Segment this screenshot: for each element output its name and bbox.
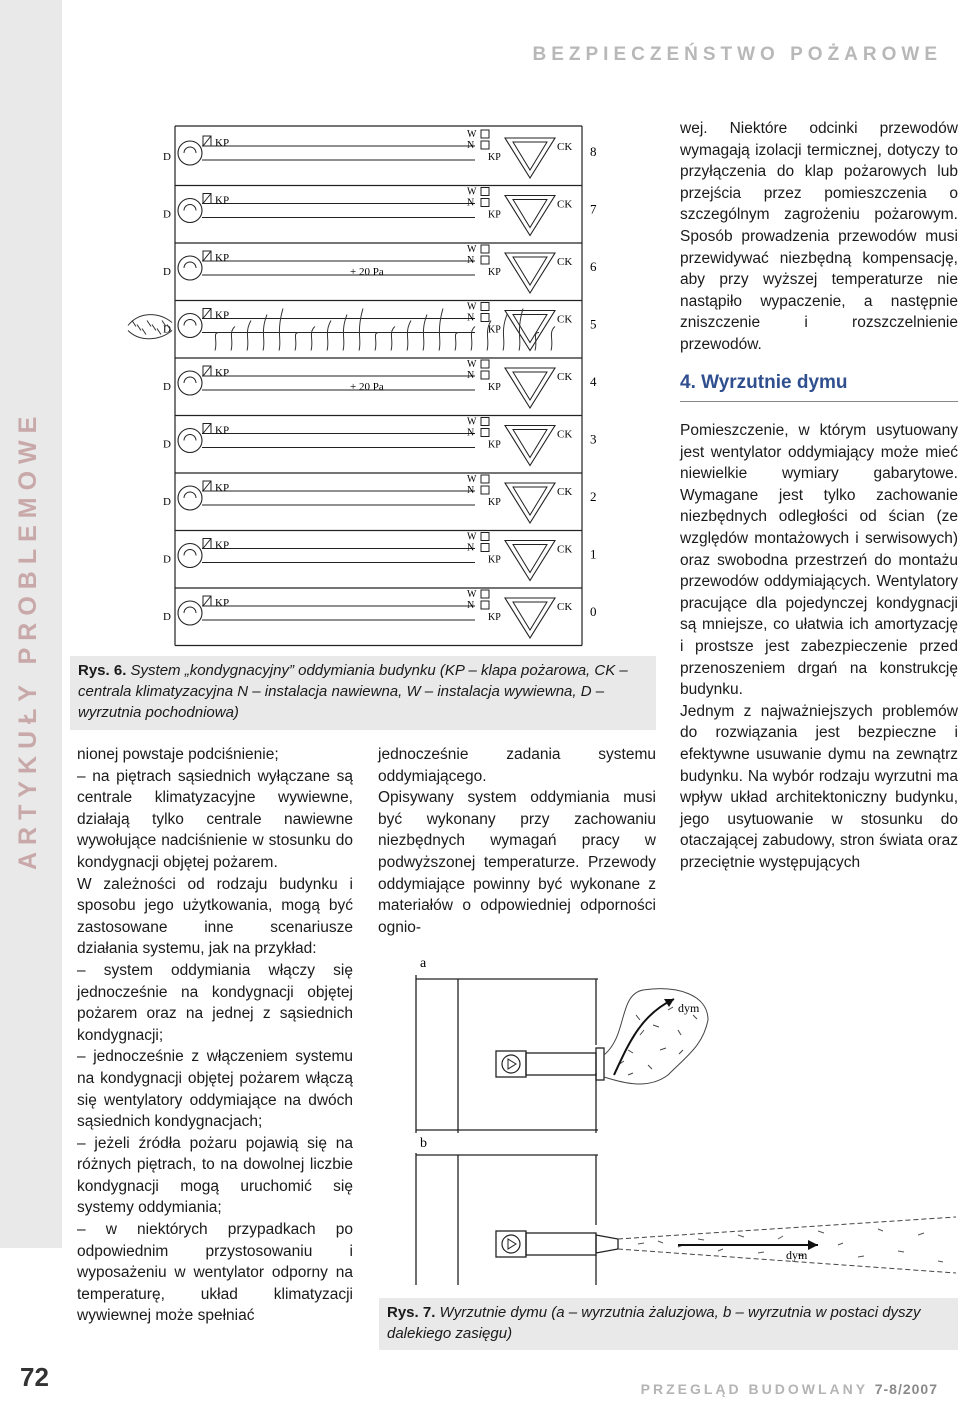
smoke-fan-icon: [178, 601, 202, 625]
fire-damper-icon: [481, 418, 489, 426]
fan-blade: [184, 550, 196, 556]
figure-6-caption: [70, 656, 656, 730]
footer: [641, 1381, 938, 1397]
label-W: W: [467, 359, 477, 370]
fire-damper-icon: [481, 256, 489, 264]
fan-blade: [184, 607, 196, 613]
label-KP: KP: [488, 209, 501, 221]
floor-number: 4: [590, 374, 597, 389]
smoke-fan-icon: [178, 199, 202, 223]
label-KP: KP: [488, 382, 501, 393]
label-KP: KP: [215, 597, 230, 609]
label-N: N: [467, 312, 475, 324]
floor-number: 0: [590, 604, 597, 619]
fire-damper-icon: [481, 486, 489, 494]
label-N: N: [467, 197, 475, 209]
smoke-hatch: [147, 321, 151, 327]
figure-7-caption-lead: Rys. 7.: [387, 1304, 436, 1321]
air-handling-unit-icon: [505, 541, 555, 581]
fire-damper-icon: [481, 429, 489, 437]
floor-number: 5: [590, 316, 597, 332]
air-handling-unit-icon: [505, 311, 555, 351]
damper-blade: [203, 309, 211, 319]
smoke-hatch: [152, 325, 156, 331]
label-KP: KP: [488, 554, 501, 566]
label-W: W: [467, 589, 477, 600]
smoke-fan-icon: [178, 256, 202, 280]
label-CK: CK: [557, 141, 573, 153]
label-D: D: [163, 381, 171, 393]
text-column-1: [77, 744, 353, 1327]
smoke-fan-icon: [178, 141, 202, 165]
label-N: N: [467, 427, 475, 439]
label-D: D: [163, 496, 171, 508]
page-number: 72: [20, 1362, 49, 1392]
flame-stroke: [311, 327, 315, 351]
fire-damper-icon: [481, 533, 489, 541]
label-KP: KP: [488, 439, 501, 451]
label-CK: CK: [557, 486, 573, 498]
label-D: D: [163, 611, 171, 623]
label-CK: CK: [557, 313, 573, 326]
figure-7-caption: [379, 1298, 958, 1350]
label-W: W: [467, 186, 477, 198]
nozzle-icon: [596, 1235, 618, 1253]
label-KP: KP: [215, 424, 230, 437]
label-N: N: [467, 485, 475, 496]
fire-damper-icon: [481, 360, 489, 368]
label-N: N: [467, 255, 475, 266]
paragraph: – w niektórych przypadkach po odpowiednim przystosowaniu i wyposażeniu w wentylator odporny na temperaturę, układ klimatyzacji wywiewnej może spełniać: [77, 1221, 353, 1325]
damper-blade: [203, 539, 211, 549]
paragraph: jednocześnie zadania systemu oddymiającego.: [378, 746, 656, 785]
label-W: W: [467, 244, 477, 255]
label-W: W: [467, 416, 477, 428]
text-column-3: [680, 118, 958, 356]
label-W: W: [467, 474, 477, 485]
ahu-inner: [513, 257, 547, 285]
label-N: N: [467, 370, 475, 381]
damper-blade: [203, 481, 211, 491]
paragraph: wej. Niektóre odcinki przewodów wymagają izolacji termicznej, dotyczy to przyłączenia do klap pożarowych lub przejścia przez pomieszczenia o szczególnym zagrożeniu pożarowym. Sposób prowadzenia przewodów musi przewidywać niezbędną kompensację, aby przy wyższej temperaturze nie nastąpiło wypaczenie, a następnie zniszczenie i rozszczelnienie przewodów.: [680, 120, 958, 353]
damper-blade: [203, 251, 211, 261]
floor-number: 3: [590, 431, 597, 447]
fan-blade: [184, 147, 196, 153]
label-D: D: [163, 208, 171, 221]
flame-stroke: [375, 333, 379, 351]
figure-7-label-b: b: [420, 1136, 427, 1151]
label-N: N: [467, 140, 475, 151]
label-D: D: [163, 151, 171, 163]
pressure-label: + 20 Pa: [350, 381, 384, 393]
paragraph: – jednocześnie z włączeniem systemu na kondygnacji objętej pożarem włączą się wentylatory oddymiające na dwóch sąsiednich kondygnacjach;: [77, 1048, 353, 1131]
label-KP: KP: [215, 367, 230, 379]
floor-8: [163, 129, 597, 186]
flame-stroke: [215, 333, 219, 351]
floor-number: 7: [590, 201, 597, 217]
smoke-hatch: [142, 329, 146, 335]
damper-blade: [203, 424, 211, 434]
label-D: D: [163, 438, 171, 451]
flame-stroke: [231, 327, 235, 351]
smoke-label-b: dym: [786, 1248, 808, 1262]
smoke-fan-icon: [178, 371, 202, 395]
label-CK: CK: [557, 256, 573, 268]
flame-stroke: [503, 315, 507, 351]
flame-stroke: [535, 333, 539, 351]
label-KP: KP: [215, 309, 230, 322]
louvre-icon: [596, 1048, 604, 1080]
label-KP: KP: [215, 137, 230, 149]
paragraph: Jednym z najważniejszych problemów do rozwiązania jest bezpieczne i efektywne usuwanie dymu na zewnątrz budynku. Na wybór rodzaju wyrzutni ma wpływ układ architektoniczny budynku, jego usytuowanie w stosunku do otaczającej zabudowy, stron świata oraz przeciętnie występujących: [680, 702, 958, 871]
flame-stroke: [247, 321, 251, 351]
flame-stroke: [295, 333, 299, 351]
label-KP: KP: [215, 194, 230, 207]
label-KP: KP: [215, 539, 230, 552]
section-divider: [680, 401, 958, 402]
ahu-inner: [513, 372, 547, 400]
footer-publication: PRZEGLĄD BUDOWLANY: [640, 1381, 868, 1397]
label-KP: KP: [488, 497, 501, 508]
fire-damper-icon: [481, 590, 489, 598]
smoke-label-a: dym: [678, 1001, 700, 1015]
text-column-3-continued: [680, 420, 958, 873]
label-CK: CK: [557, 428, 573, 441]
label-CK: CK: [557, 601, 573, 613]
section-side-label: ARTYKUŁY PROBLEMOWE: [14, 409, 42, 870]
fire-damper-icon: [481, 188, 489, 196]
fire-damper-icon: [481, 141, 489, 149]
fan-blade: [184, 377, 196, 383]
flame-stroke: [551, 327, 555, 351]
fire-damper-icon: [481, 371, 489, 379]
flame-stroke: [439, 309, 443, 351]
floor-1: [163, 532, 597, 589]
figure-7-label-a: a: [420, 956, 427, 971]
fan-blade: [184, 492, 196, 498]
air-handling-unit-icon: [505, 598, 555, 638]
fan-blade: [184, 205, 196, 211]
floor-number: 1: [590, 546, 597, 562]
air-handling-unit-icon: [505, 253, 555, 293]
flame-stroke: [327, 321, 331, 351]
smoke-hatch: [137, 325, 141, 331]
air-handling-unit-icon: [505, 483, 555, 523]
paragraph: W zależności od rodzaju budynku i sposobu jego użytkowania, mogą być zastosowane inne scenariusze działania systemu, jak na przykład:: [77, 875, 353, 958]
paragraph: – system oddymiania włączy się jednocześnie na kondygnacji objętej pożarem oraz na jednej z sąsiednich kondygnacji;: [77, 961, 353, 1044]
smoke-fan-icon: [178, 429, 202, 453]
label-CK: CK: [557, 371, 573, 383]
smoke-fan-icon: [178, 486, 202, 510]
damper-blade: [203, 194, 211, 204]
fan-icon: [502, 1055, 520, 1073]
label-KP: KP: [488, 612, 501, 623]
label-W: W: [467, 129, 477, 140]
damper-blade: [203, 596, 211, 606]
ahu-inner: [513, 487, 547, 515]
figure-6-caption-text: System „kondygnacyjny” oddymiania budynku (KP – klapa pożarowa, CK – centrala klimatyzacyjna N – instalacja nawiewna, W – instalacja wywiewna, D – wyrzutnia pochodniowa): [78, 662, 628, 721]
floor-number: 8: [590, 144, 597, 159]
fire-damper-icon: [481, 303, 489, 311]
floor-number: 2: [590, 489, 597, 504]
flame-stroke: [471, 327, 475, 351]
ahu-inner: [513, 602, 547, 630]
damper-blade: [203, 136, 211, 146]
ahu-inner: [513, 315, 547, 343]
running-header: BEZPIECZEŃSTWO POŻAROWE: [532, 44, 942, 65]
fan-blade: [184, 435, 196, 441]
ahu-inner: [513, 545, 547, 573]
floor-3: [163, 417, 597, 474]
label-KP: KP: [488, 152, 501, 163]
label-D: D: [163, 553, 171, 566]
floor-0: [163, 589, 597, 646]
label-KP: KP: [488, 267, 501, 278]
smoke-fan-icon: [178, 544, 202, 568]
air-handling-unit-icon: [505, 426, 555, 466]
fire-damper-icon: [481, 475, 489, 483]
text-column-2: [378, 744, 656, 938]
fan-icon: [502, 1235, 520, 1253]
figure-7-diagram: [378, 955, 958, 1285]
smoke-hatch: [157, 329, 161, 335]
label-W: W: [467, 531, 477, 543]
air-handling-unit-icon: [505, 138, 555, 178]
air-handling-unit-icon: [505, 368, 555, 408]
smoke-hatch: [132, 321, 136, 327]
ahu-inner: [513, 142, 547, 170]
label-KP: KP: [488, 324, 501, 336]
paragraph: nionej powstaje podciśnienie;: [77, 746, 279, 763]
paragraph: Pomieszczenie, w którym usytuowany jest wentylator oddymiający może mieć niewielkie wymiary gabarytowe. Wymagane jest tylko zachowanie niezbędnych odległości od ścian (ze względów montażowych i serwisowych) oraz swobodna przestrzeń do montażu przewodów oddymiających. Wentylatory pracujące dla pojedynczej kondygnacji są mniejsze, co ułatwia ich amortyzację i prostsze jest zabezpieczenie przed przenoszeniem drgań na konstrukcję budynku.: [680, 422, 958, 699]
flame-stroke: [391, 327, 395, 351]
label-CK: CK: [557, 543, 573, 556]
flame-stroke: [407, 321, 411, 351]
floor-7: [163, 187, 597, 244]
floor-2: [163, 474, 597, 531]
flame-stroke: [455, 333, 459, 351]
label-W: W: [467, 301, 477, 313]
smoke-fan-icon: [178, 314, 202, 338]
section-heading: 4. Wyrzutnie dymu: [680, 372, 848, 393]
figure-6-caption-lead: Rys. 6.: [78, 662, 127, 679]
footer-issue: 7-8/2007: [874, 1381, 938, 1397]
floor-number: 6: [590, 259, 597, 274]
label-N: N: [467, 600, 475, 611]
fire-damper-icon: [481, 314, 489, 322]
fan-blade: [184, 320, 196, 326]
label-KP: KP: [215, 482, 230, 494]
pressure-label: + 20 Pa: [350, 266, 384, 278]
damper-blade: [203, 366, 211, 376]
floor-5: [163, 302, 597, 359]
label-D: D: [163, 323, 171, 336]
fire-damper-icon: [481, 199, 489, 207]
fire-damper-icon: [481, 245, 489, 253]
fire-damper-icon: [481, 544, 489, 552]
fire-damper-icon: [481, 130, 489, 138]
fan-blade: [184, 262, 196, 268]
fire-icon: [215, 309, 555, 351]
paragraph: – jeżeli źródła pożaru pojawią się na różnych piętrach, to na dowolnej liczbie kondygnacji mogą uruchomić się systemy oddymiania;: [77, 1134, 353, 1217]
label-N: N: [467, 542, 475, 554]
flame-stroke: [359, 309, 363, 351]
label-CK: CK: [557, 198, 573, 211]
air-handling-unit-icon: [505, 196, 555, 236]
ahu-inner: [513, 200, 547, 228]
label-KP: KP: [215, 252, 230, 264]
flame-stroke: [279, 309, 283, 351]
ahu-inner: [513, 430, 547, 458]
label-D: D: [163, 266, 171, 278]
figure-7-caption-text: Wyrzutnie dymu (a – wyrzutnia żaluzjowa, b – wyrzutnia w postaci dyszy dalekiego zasięgu): [387, 1304, 921, 1342]
figure-6-floors: [128, 126, 597, 646]
fire-damper-icon: [481, 601, 489, 609]
paragraph: – na piętrach sąsiednich wyłączane są centrale klimatyzacyjne wywiewne, działają tylko centrale nawiewne wywołujące nadciśnienie w stosunku do kondygnacji objętej pożarem.: [77, 767, 353, 871]
paragraph: Opisywany system oddymiania musi być wykonany przy zachowaniu niezbędnych wymagań pracy w podwyższonej temperaturze. Przewody oddymiające powinny być wykonane z materiałów o odpowiedniej odporności ognio-: [378, 789, 656, 936]
